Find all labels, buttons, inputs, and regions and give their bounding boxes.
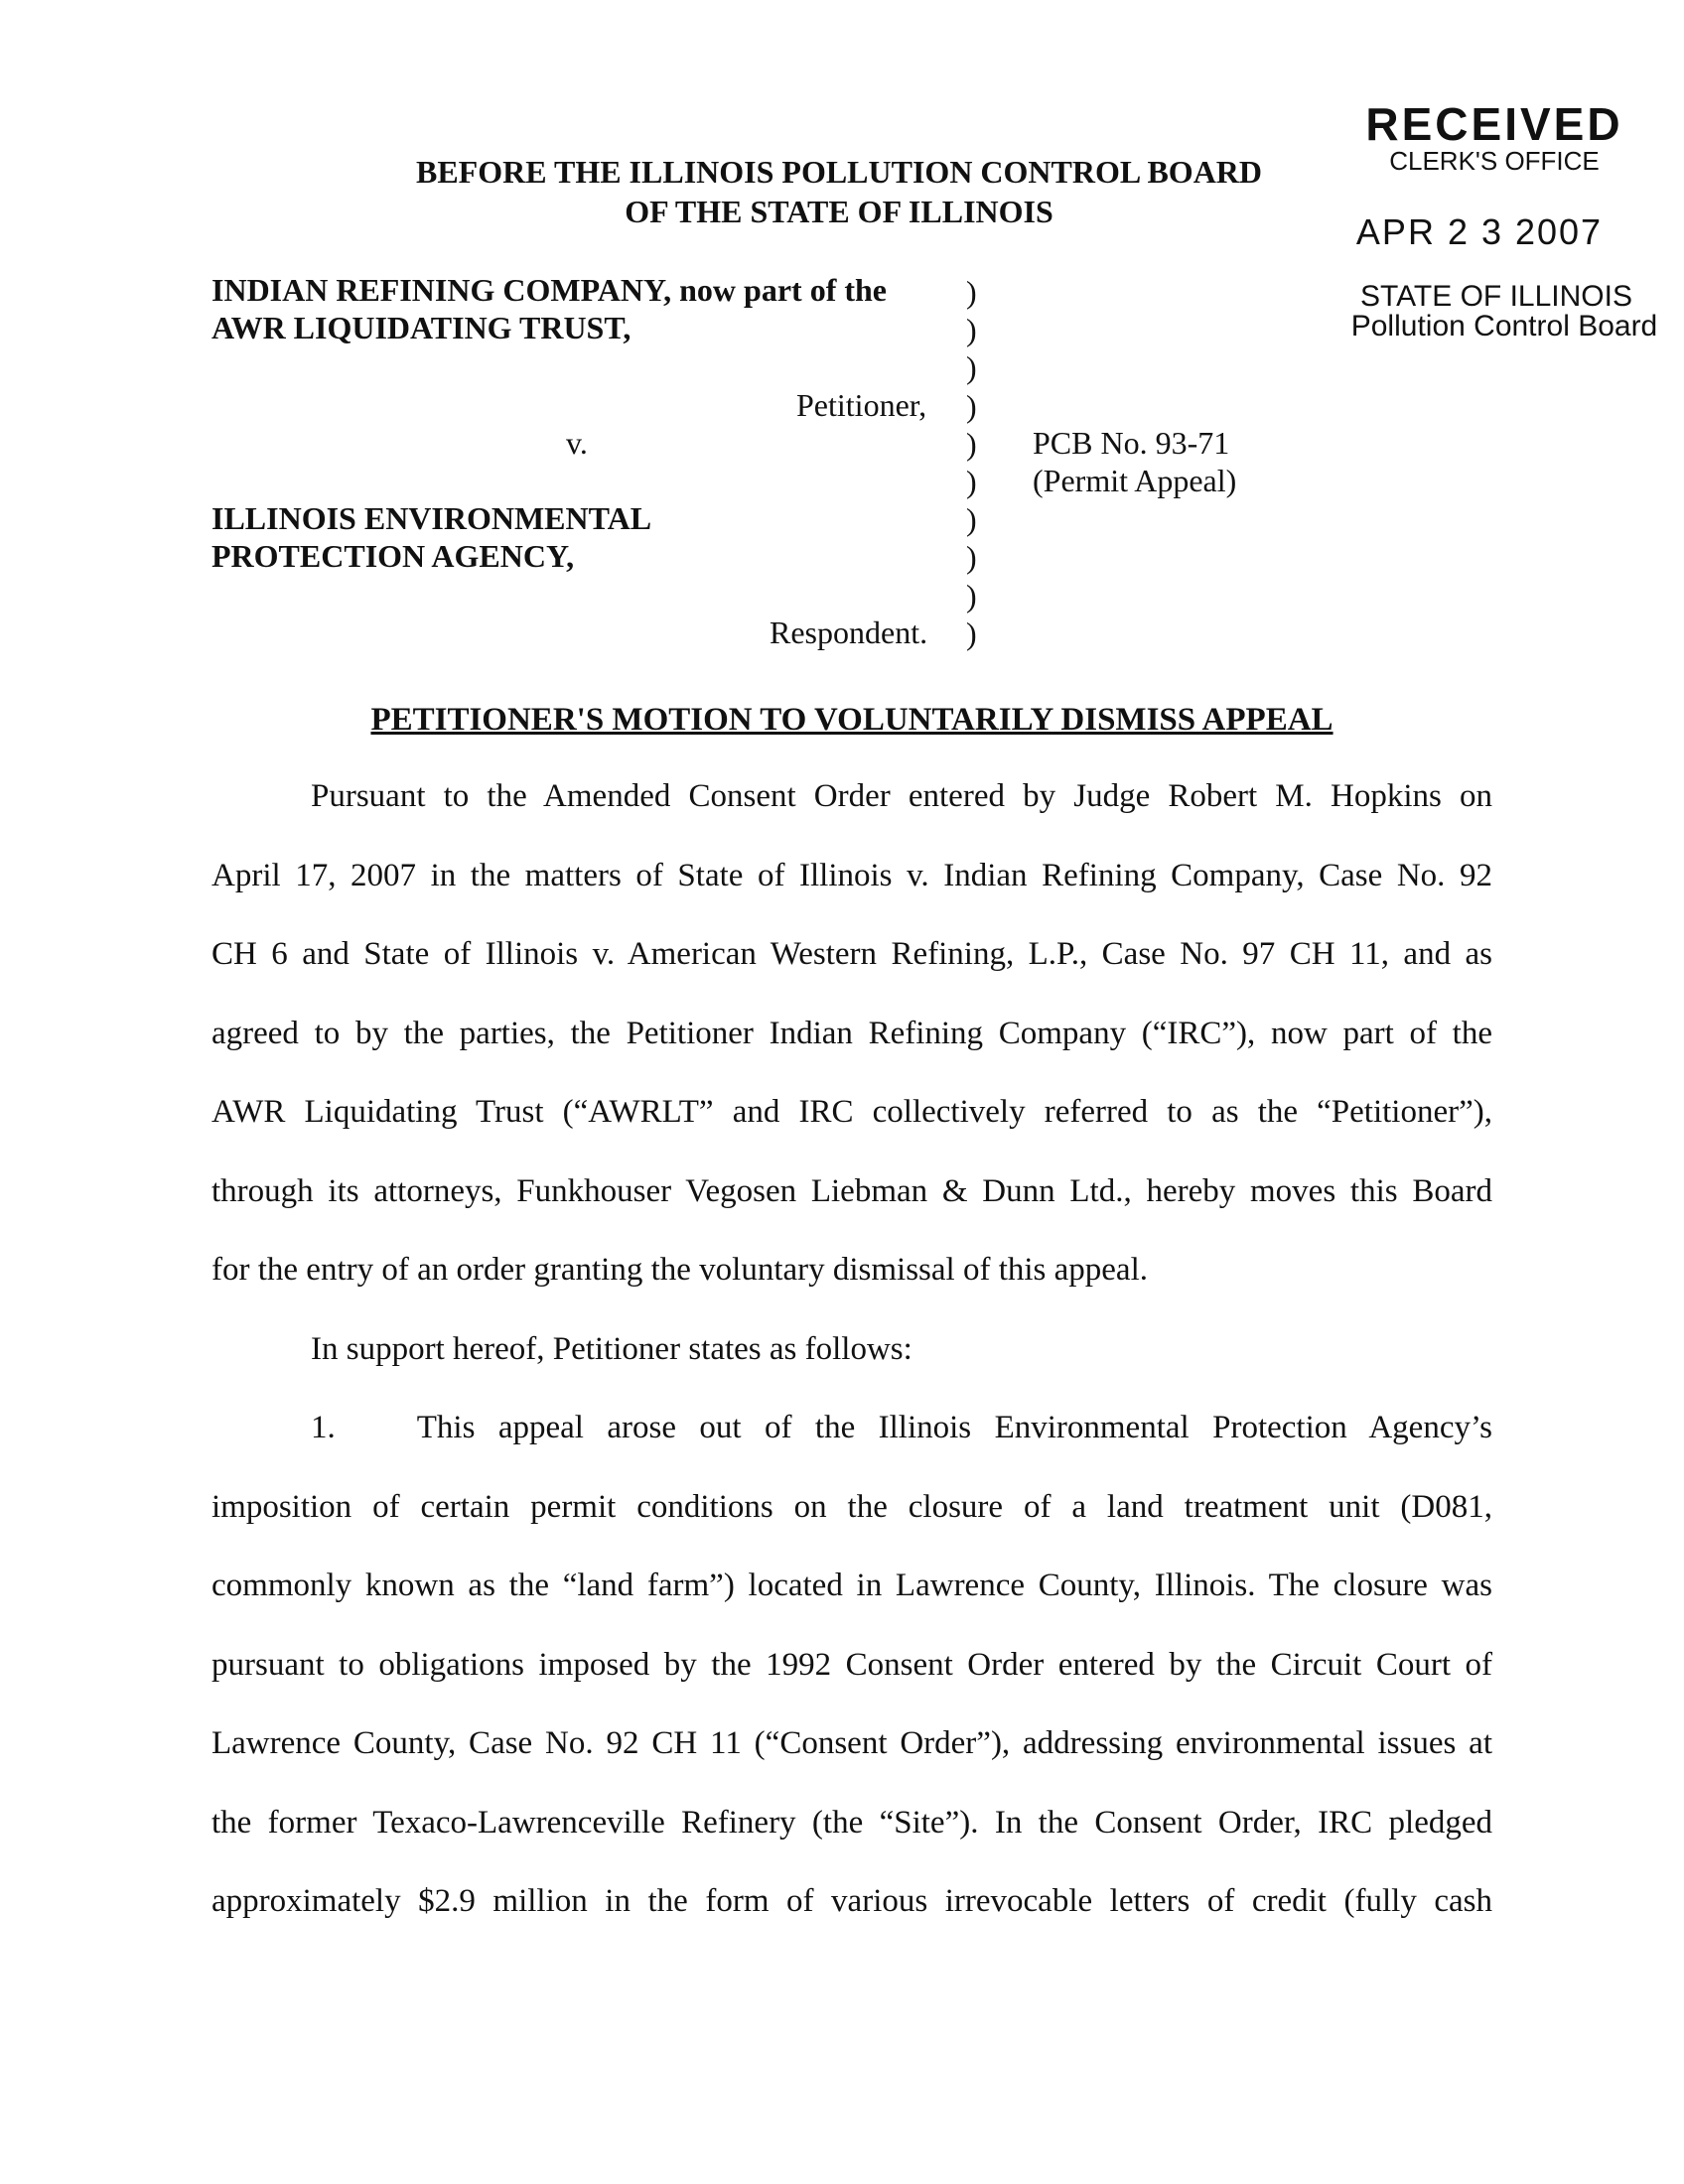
paragraph-line: This appeal arose out of the Illinois Environmental Protection Agency’s (416, 1410, 1492, 1445)
court-heading-line1: BEFORE THE ILLINOIS POLLUTION CONTROL BOARD (415, 154, 1263, 190)
stamp-received: RECEIVED (1365, 98, 1623, 150)
petitioner-role: Petitioner, (796, 387, 927, 423)
caption-paren: ) (966, 577, 977, 614)
versus-label: v. (566, 425, 588, 461)
intro-paragraph (211, 776, 1492, 1329)
stamp-board: Pollution Control Board (1350, 310, 1658, 342)
paragraph-number: 1. (311, 1410, 336, 1445)
numbered-paragraph-1 (211, 1408, 1492, 1961)
caption-paren: ) (966, 614, 977, 651)
motion-title: PETITIONER'S MOTION TO VOLUNTARILY DISMISS APPEAL (370, 702, 1333, 738)
respondent-role: Respondent. (770, 614, 928, 650)
caption-paren: ) (966, 349, 977, 386)
paragraph-line: imposition of certain permit conditions on the closure of a land treatment unit (D081, (211, 1488, 1492, 1525)
paragraph-line: the former Texaco-Lawrenceville Refinery (the “Site”). In the Consent Order, IRC pledged (211, 1804, 1492, 1841)
intro-line: April 17, 2007 in the matters of State of Illinois v. Indian Refining Company, Case No. 92 (211, 857, 1492, 893)
respondent-name-line2: PROTECTION AGENCY, (211, 538, 575, 574)
intro-line: agreed to by the parties, the Petitioner Indian Refining Company (“IRC”), now part of the (211, 1015, 1492, 1051)
caption-parentheses (966, 273, 996, 652)
caption-paren: ) (966, 539, 977, 576)
case-number: PCB No. 93-71 (1033, 425, 1230, 461)
stamp-state: STATE OF ILLINOIS (1360, 280, 1632, 313)
petitioner-name-line1: INDIAN REFINING COMPANY, now part of the (211, 272, 887, 308)
paragraph-line: Lawrence County, Case No. 92 CH 11 (“Consent Order”), addressing environmental issues at (211, 1725, 1492, 1761)
caption-paren: ) (966, 463, 977, 499)
intro-line: Pursuant to the Amended Consent Order entered by Judge Robert M. Hopkins on (311, 778, 1492, 814)
support-paragraph (211, 1329, 1492, 1409)
intro-line: through its attorneys, Funkhouser Vegosen Liebman & Dunn Ltd., hereby moves this Board (211, 1172, 1492, 1209)
court-heading-line2: OF THE STATE OF ILLINOIS (625, 194, 1053, 229)
support-line: In support hereof, Petitioner states as follows: (311, 1331, 912, 1367)
paragraph-line: pursuant to obligations imposed by the 1992 Consent Order entered by the Circuit Court of (211, 1646, 1492, 1683)
case-number-block (1033, 424, 1236, 499)
petitioner-name-line2: AWR LIQUIDATING TRUST, (211, 310, 632, 345)
caption-paren: ) (966, 274, 977, 310)
caption-paren: ) (966, 387, 977, 424)
intro-line: for the entry of an order granting the voluntary dismissal of this appeal. (211, 1252, 1148, 1288)
caption-paren: ) (966, 501, 977, 538)
intro-line: CH 6 and State of Illinois v. American Western Refining, L.P., Case No. 97 CH 11, and as (211, 936, 1492, 972)
intro-line: AWR Liquidating Trust (“AWRLT” and IRC collectively referred to as the “Petitioner”), (211, 1094, 1492, 1130)
caption-paren: ) (966, 312, 977, 348)
respondent-name-line1: ILLINOIS ENVIRONMENTAL (211, 500, 652, 536)
stamp-date: APR 2 3 2007 (1355, 211, 1604, 252)
caption-paren: ) (966, 425, 977, 462)
case-type: (Permit Appeal) (1033, 463, 1237, 498)
paragraph-line: commonly known as the “land farm”) located in Lawrence County, Illinois. The closure was (211, 1568, 1492, 1603)
stamp-office: CLERK'S OFFICE (1389, 146, 1600, 176)
paragraph-line: approximately $2.9 million in the form of various irrevocable letters of credit (fully cash (211, 1883, 1492, 1919)
